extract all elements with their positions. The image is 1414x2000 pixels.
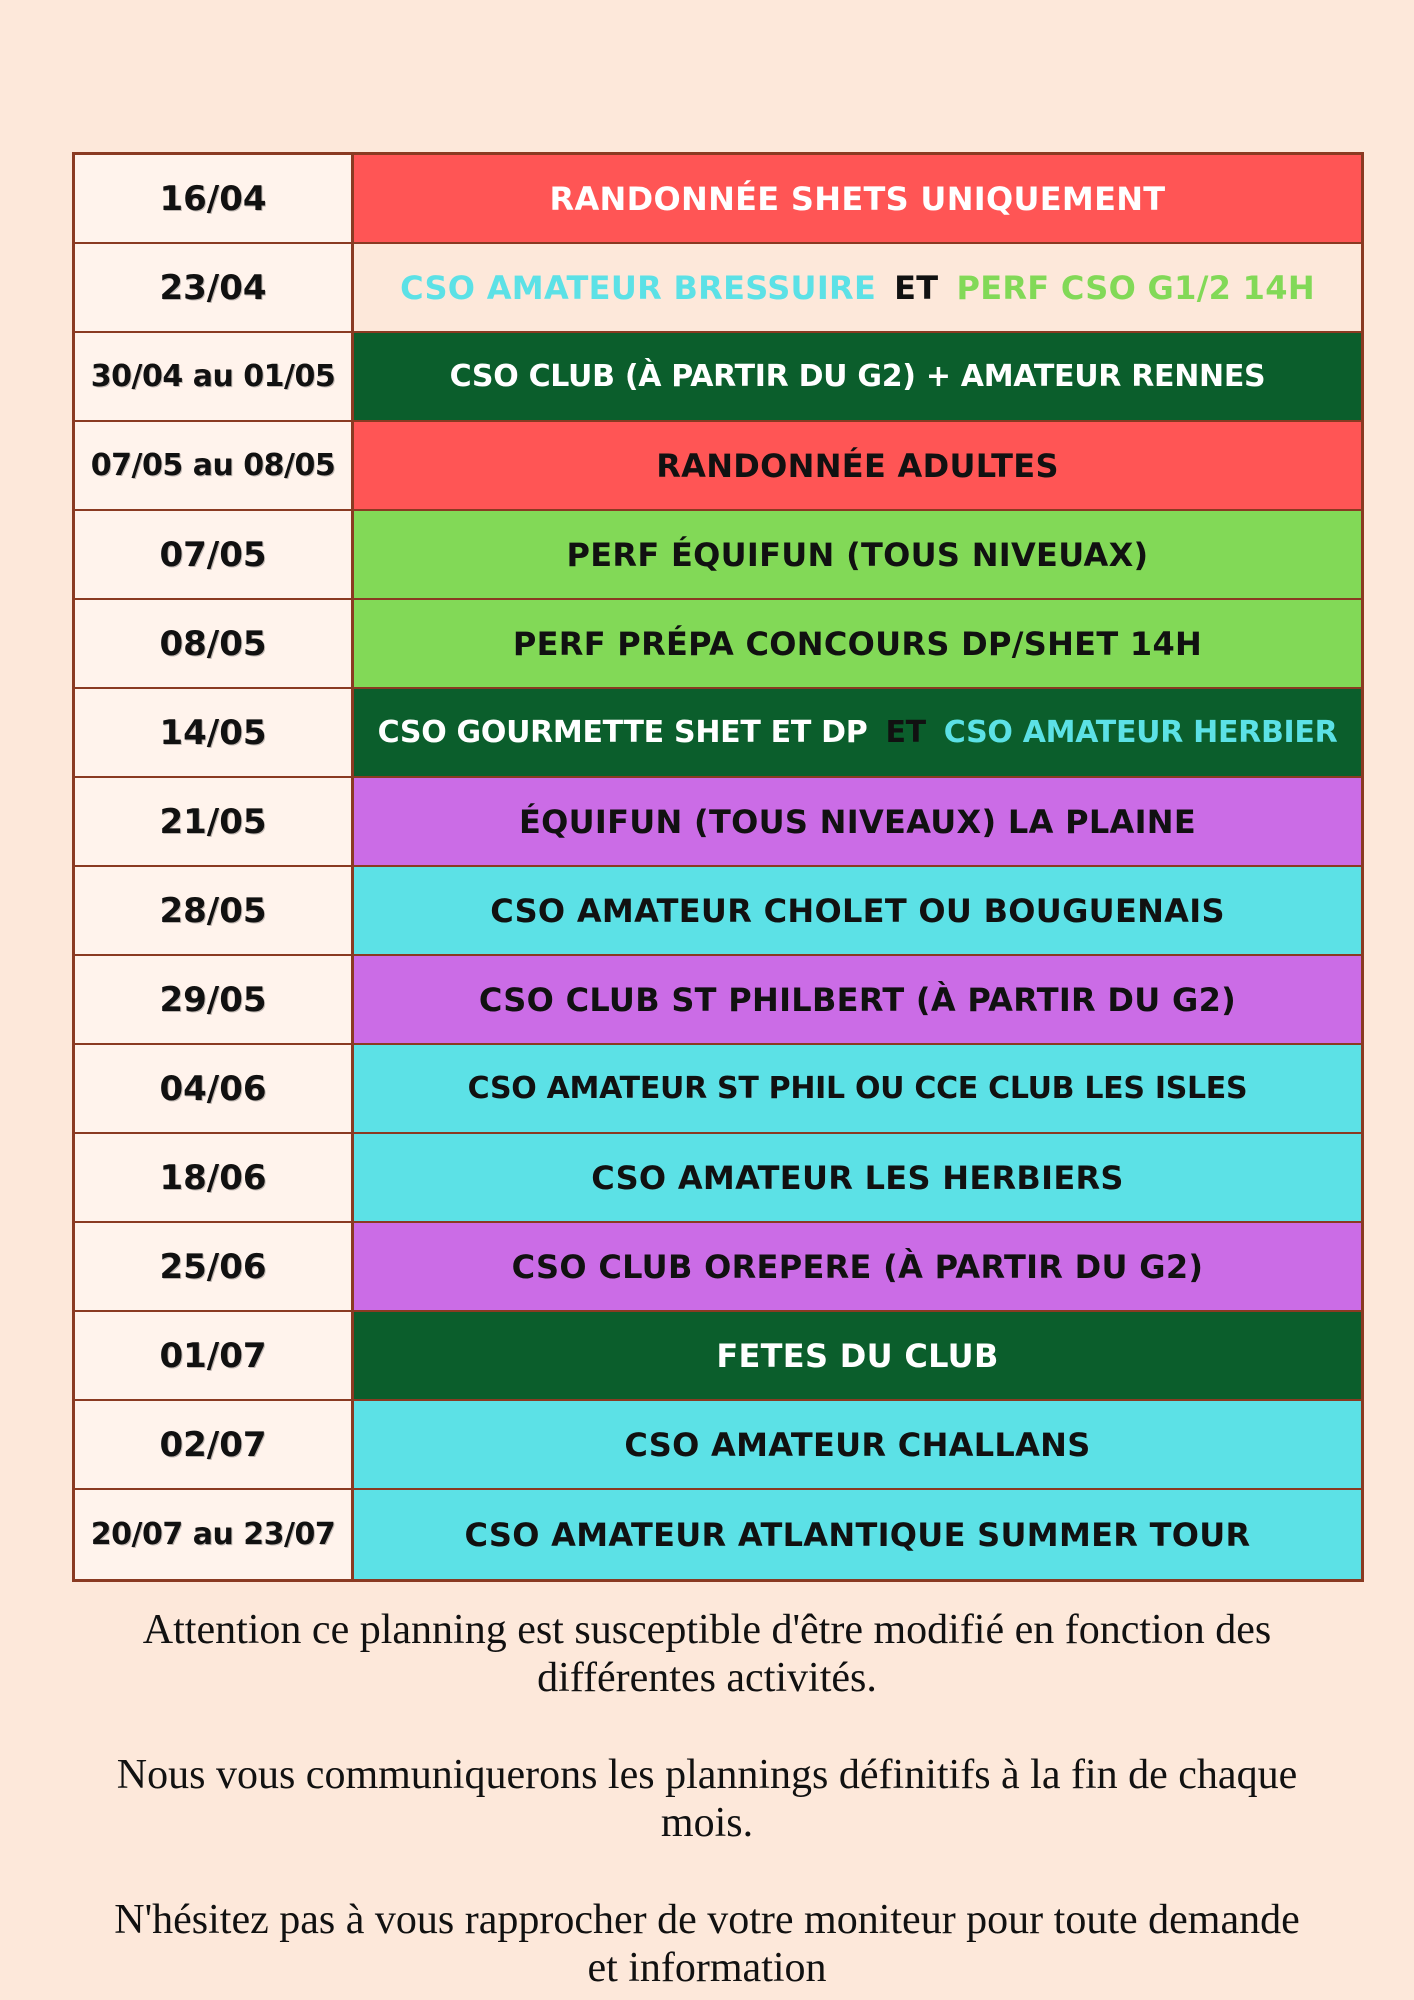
schedule-event: [354, 1045, 1361, 1132]
contact-note-line-1: N'hésitez pas à vous rapprocher de votre moniteur pour toute demande: [114, 1897, 1300, 1943]
schedule-row: [75, 155, 1361, 244]
event-label: PERF CSO G1/2 14H: [956, 268, 1315, 307]
schedule-row: [75, 511, 1361, 600]
schedule-date: 21/05: [75, 778, 354, 865]
schedule-event: [354, 155, 1361, 242]
event-label: CSO AMATEUR CHOLET OU BOUGUENAIS: [490, 891, 1225, 930]
event-separator: ET: [885, 715, 926, 750]
event-label: CSO CLUB OREPERE (À PARTIR DU G2): [511, 1247, 1204, 1286]
schedule-row: [75, 1490, 1361, 1579]
schedule-date: 29/05: [75, 956, 354, 1043]
schedule-event: [354, 1312, 1361, 1399]
schedule-date: 08/05: [75, 600, 354, 687]
event-label: PERF ÉQUIFUN (TOUS NIVEUAX): [566, 535, 1149, 574]
schedule-event: [354, 600, 1361, 687]
schedule-event: [354, 244, 1361, 331]
schedule-date: 20/07 au 23/07: [75, 1490, 354, 1579]
schedule-event: [354, 956, 1361, 1043]
schedule-row: [75, 1223, 1361, 1312]
schedule-date: 04/06: [75, 1045, 354, 1132]
communication-note: [0, 1751, 1414, 1847]
event-label: CSO CLUB ST PHILBERT (À PARTIR DU G2): [478, 980, 1237, 1019]
schedule-event: [354, 689, 1361, 776]
attention-note-line-1: Attention ce planning est susceptible d'être modifié en fonction des: [142, 1607, 1272, 1653]
schedule-date: 14/05: [75, 689, 354, 776]
schedule-event: [354, 422, 1361, 509]
event-label: ÉQUIFUN (TOUS NIVEAUX) LA PLAINE: [518, 802, 1197, 841]
schedule-row: [75, 867, 1361, 956]
schedule-row: [75, 1401, 1361, 1490]
event-label: CSO AMATEUR LES HERBIERS: [591, 1158, 1124, 1197]
schedule-date: 07/05: [75, 511, 354, 598]
schedule-row: [75, 1134, 1361, 1223]
event-label: PERF PRÉPA CONCOURS DP/SHET 14H: [512, 624, 1203, 663]
event-label: CSO GOURMETTE SHET ET DP: [377, 715, 868, 750]
event-label: CSO AMATEUR CHALLANS: [624, 1425, 1091, 1464]
communication-note-line-1: Nous vous communiquerons les plannings définitifs à la fin de chaque: [116, 1752, 1298, 1798]
event-label: CSO AMATEUR HERBIER: [943, 715, 1338, 750]
schedule-event: [354, 778, 1361, 865]
event-label: CSO AMATEUR BRESSUIRE: [400, 268, 877, 307]
schedule-date: 07/05 au 08/05: [75, 422, 354, 509]
schedule-row: [75, 956, 1361, 1045]
schedule-date: 28/05: [75, 867, 354, 954]
schedule-event: [354, 867, 1361, 954]
event-label: FETES DU CLUB: [716, 1336, 999, 1375]
schedule-event: [354, 333, 1361, 420]
schedule-event: [354, 1223, 1361, 1310]
schedule-event: [354, 511, 1361, 598]
schedule-date: 16/04: [75, 155, 354, 242]
schedule-row: [75, 1045, 1361, 1134]
contact-note-line-2: et information: [587, 1945, 827, 1991]
schedule-date: 23/04: [75, 244, 354, 331]
attention-note: [0, 1606, 1414, 1702]
schedule-row: [75, 778, 1361, 867]
schedule-date: 25/06: [75, 1223, 354, 1310]
schedule-row: [75, 422, 1361, 511]
schedule-row: [75, 244, 1361, 333]
schedule-row: [75, 1312, 1361, 1401]
event-label: RANDONNÉE SHETS UNIQUEMENT: [549, 179, 1166, 218]
schedule-date: 30/04 au 01/05: [75, 333, 354, 420]
event-label: CSO CLUB (À PARTIR DU G2) + AMATEUR RENNES: [449, 359, 1266, 394]
event-label: CSO AMATEUR ST PHIL OU CCE CLUB LES ISLES: [467, 1071, 1248, 1106]
event-label: CSO AMATEUR ATLANTIQUE SUMMER TOUR: [464, 1515, 1251, 1554]
event-label: RANDONNÉE ADULTES: [656, 446, 1059, 485]
schedule-event: [354, 1401, 1361, 1488]
schedule-date: 18/06: [75, 1134, 354, 1221]
schedule-table: [72, 152, 1364, 1582]
schedule-event: [354, 1490, 1361, 1579]
schedule-row: [75, 600, 1361, 689]
schedule-event: [354, 1134, 1361, 1221]
communication-note-line-2: mois.: [660, 1800, 754, 1846]
event-separator: ET: [894, 268, 939, 307]
schedule-row: [75, 689, 1361, 778]
schedule-date: 02/07: [75, 1401, 354, 1488]
schedule-date: 01/07: [75, 1312, 354, 1399]
attention-note-line-2: différentes activités.: [537, 1655, 877, 1701]
schedule-row: [75, 333, 1361, 422]
contact-note: [0, 1896, 1414, 1992]
